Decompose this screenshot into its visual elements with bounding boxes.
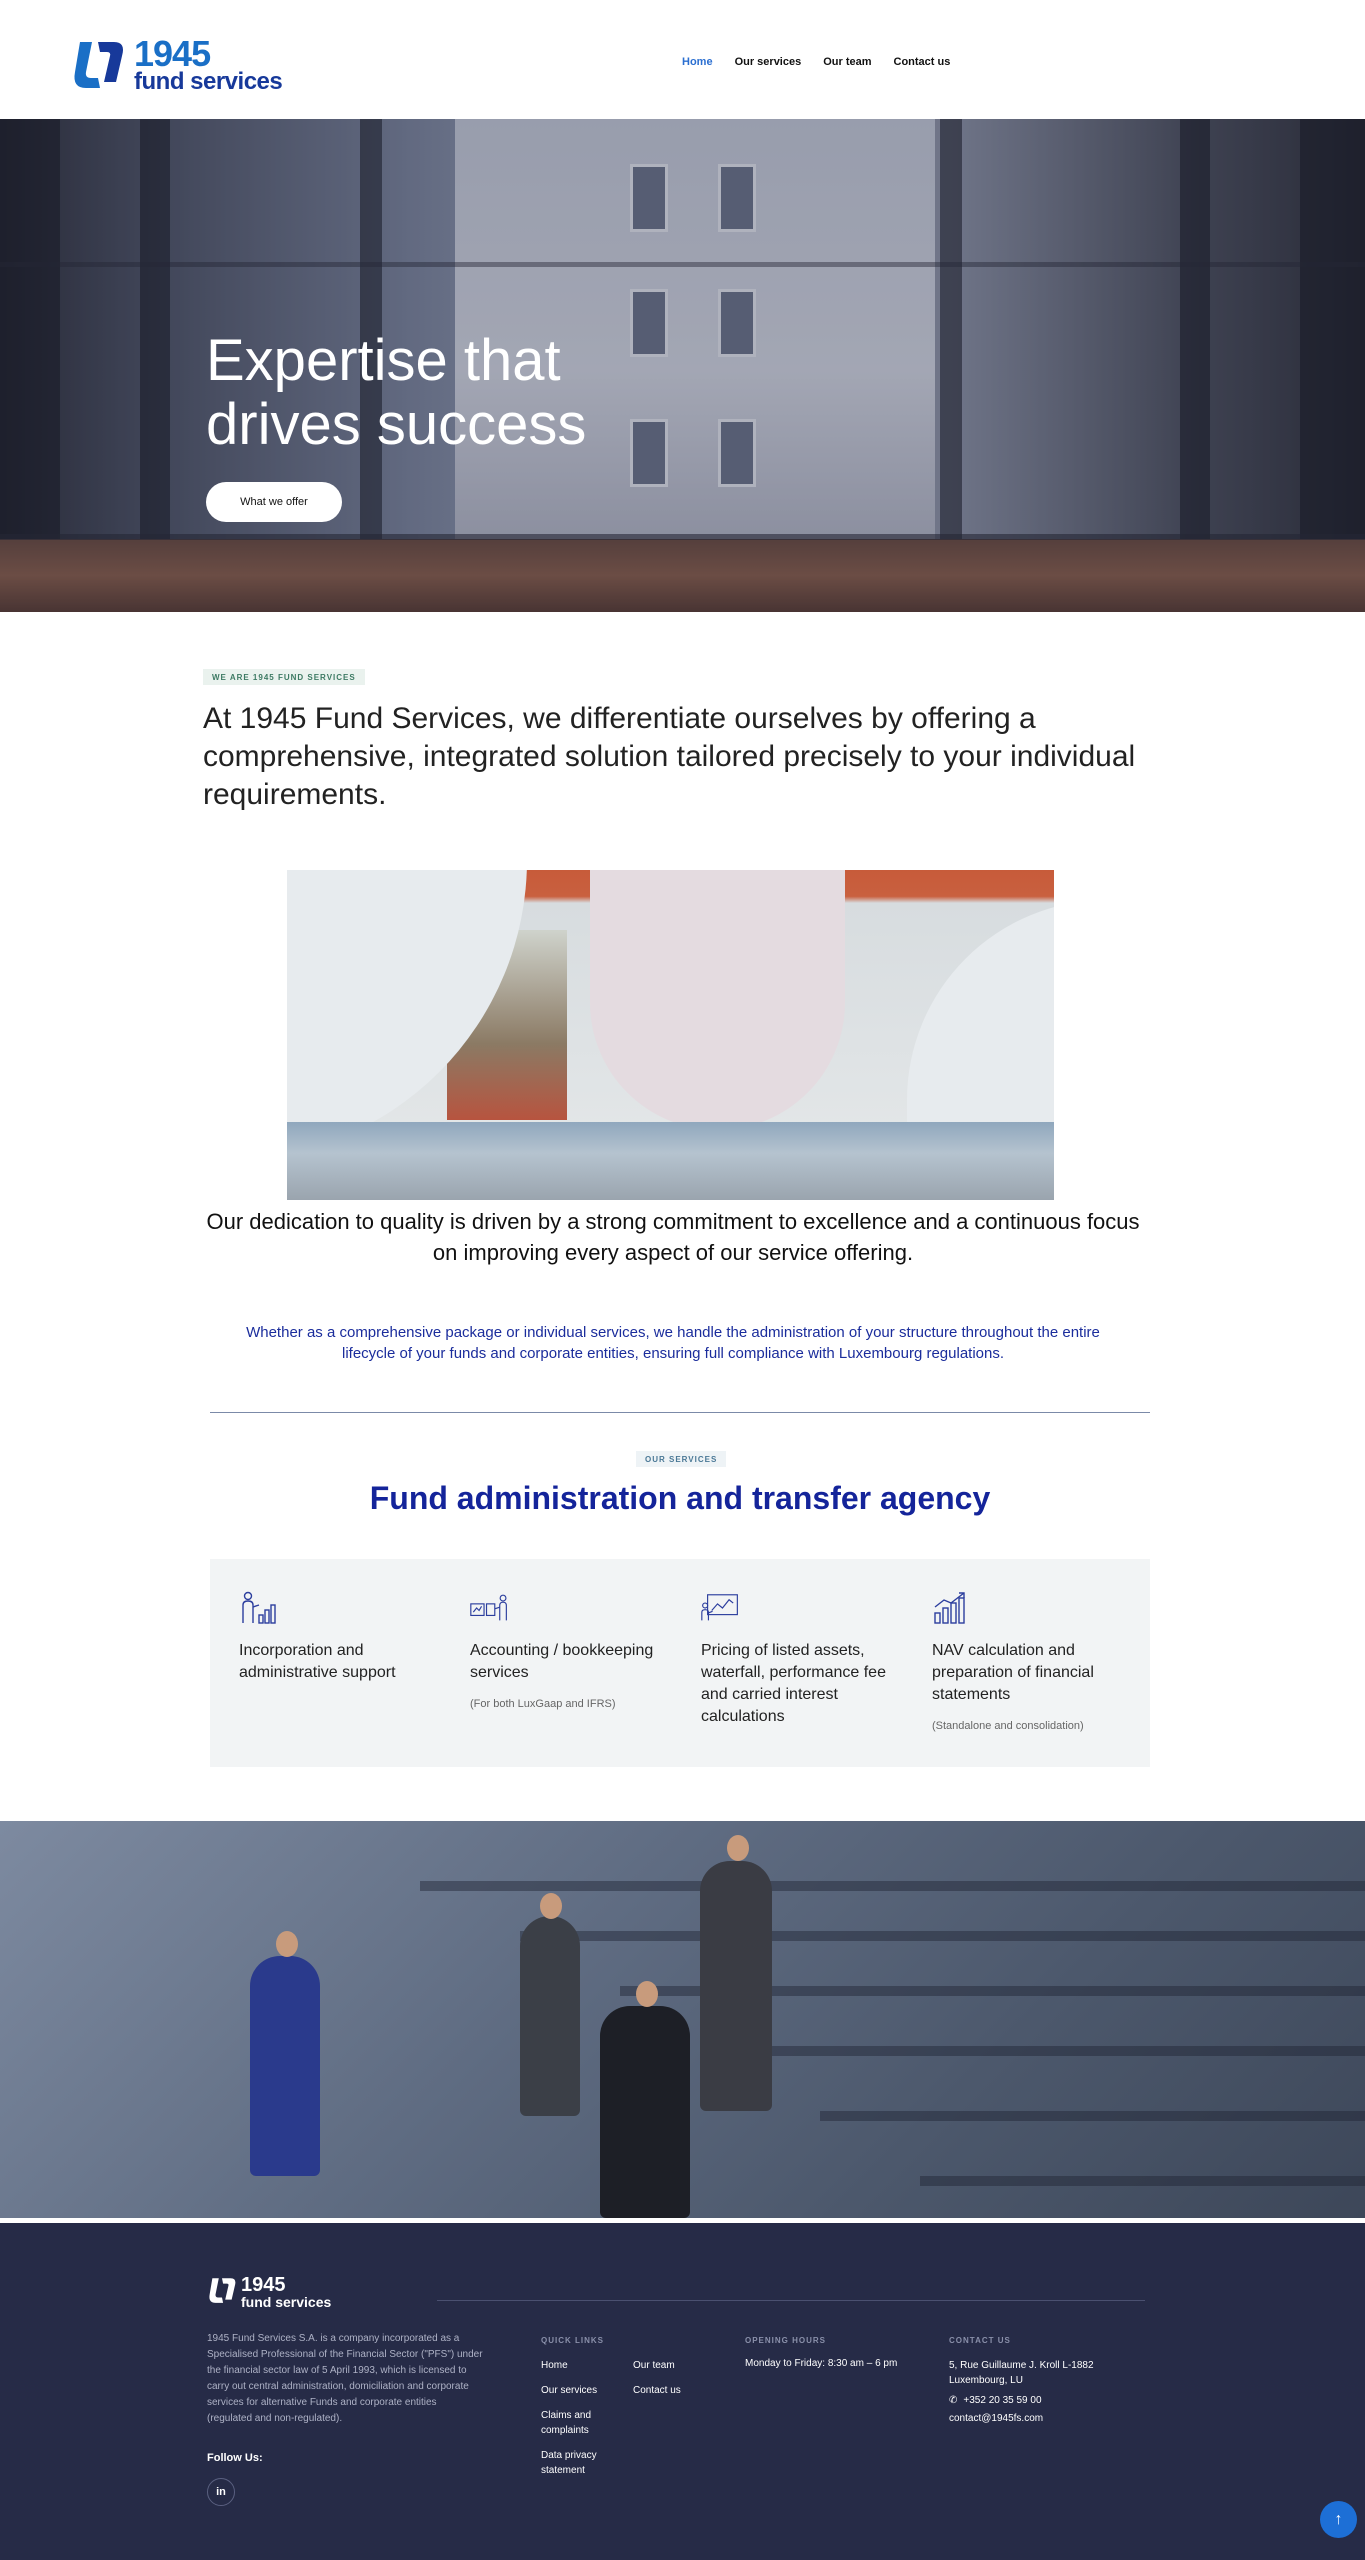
services-title: Fund administration and transfer agency — [369, 1480, 991, 1516]
hero-section — [0, 119, 1365, 612]
intro-tag: WE ARE 1945 FUND SERVICES — [203, 669, 365, 685]
person-head — [276, 1931, 298, 1957]
arrow-up-icon: ↑ — [1334, 2510, 1343, 2528]
person-head — [636, 1981, 658, 2007]
footer-link-our-services[interactable]: Our services — [541, 2385, 598, 2396]
stair-step — [720, 2046, 1365, 2056]
hero-title — [206, 329, 806, 457]
site-logo[interactable] — [70, 33, 283, 95]
footer-divider — [437, 2300, 1145, 2301]
main-nav — [682, 56, 972, 68]
stair-step — [420, 1881, 1365, 1891]
nav-contact-us[interactable]: Contact us — [893, 56, 951, 68]
footer-logo-mark-icon — [207, 2275, 237, 2305]
person-figure — [250, 1956, 320, 2176]
stair-step — [520, 1931, 1365, 1941]
person-figure — [520, 1916, 580, 2116]
monitor-chart-icon — [701, 1591, 739, 1625]
scroll-to-top-button[interactable] — [1320, 2501, 1357, 2538]
stair-step — [820, 2111, 1365, 2121]
service-item — [470, 1591, 660, 1710]
arch-shape — [590, 870, 845, 1130]
logo-subtitle: fund services — [134, 68, 283, 95]
intro-text: At 1945 Fund Services, we differentiate ourselves by offering a comprehensive, integrated solution tailored precisely to your individual requirements. — [203, 702, 1136, 811]
opening-hours-title: OPENING HOURS — [745, 2336, 827, 2345]
contact-title: CONTACT US — [949, 2336, 1011, 2345]
whether-text: Whether as a comprehensive package or individual services, we handle the administration of your structure throughout the entire lifecycle of your funds and corporate entities, ensuring full compliance with Luxembourg regulations. — [246, 1324, 1100, 1362]
accounting-icon — [470, 1591, 508, 1625]
services-tag: OUR SERVICES — [636, 1451, 726, 1467]
person-head — [540, 1893, 562, 1919]
reflecting-pool — [287, 1122, 1054, 1200]
stair-step — [920, 2176, 1365, 2186]
hero-title-line-1: Expertise that — [206, 328, 561, 393]
growth-chart-icon — [932, 1591, 970, 1625]
footer-link-our-team[interactable]: Our team — [633, 2360, 675, 2371]
hero-title-line-2: drives success — [206, 392, 587, 457]
quick-links-title: QUICK LINKS — [541, 2336, 604, 2345]
contact-phone[interactable]: +352 20 35 59 00 — [963, 2395, 1042, 2406]
contact-address: 5, Rue Guillaume J. Kroll L-1882 Luxembourg, LU — [949, 2360, 1094, 2386]
nav-home[interactable]: Home — [682, 56, 713, 68]
service-note: (For both LuxGaap and IFRS) — [470, 1698, 616, 1710]
contact-email[interactable]: contact@1945fs.com — [949, 2413, 1044, 2424]
follow-us-label: Follow Us: — [207, 2452, 263, 2464]
services-box — [210, 1559, 1150, 1767]
logo-mark-icon — [70, 36, 126, 92]
section-divider — [210, 1412, 1150, 1413]
logo-number: 1945 — [134, 33, 211, 74]
phone-icon: ✆ — [949, 2395, 958, 2406]
contact-phone-row — [949, 2393, 1042, 2408]
service-name: Pricing of listed assets, waterfall, performance fee and carried interest calculations — [701, 1642, 886, 1725]
business-people-image — [0, 1821, 1365, 2218]
footer-logo-subtitle: fund services — [241, 2294, 332, 2310]
service-name: NAV calculation and preparation of financial statements — [932, 1642, 1094, 1703]
person-figure — [700, 1861, 772, 2111]
opening-hours: Monday to Friday: 8:30 am – 6 pm — [745, 2358, 898, 2369]
service-item — [239, 1591, 429, 1684]
person-chart-icon — [239, 1591, 277, 1625]
footer-link-data-privacy[interactable]: Data privacy statement — [541, 2450, 597, 2476]
site-footer — [0, 2223, 1365, 2560]
site-header — [0, 0, 1365, 119]
nav-our-team[interactable]: Our team — [823, 56, 872, 68]
service-item — [932, 1591, 1122, 1732]
company-about: 1945 Fund Services S.A. is a company incorporated as a Specialised Professional of the Financial Sector ("PFS") under the financial sector law of 5 April 1993, which is licensed to carry out central administration, domiciliation and corporate services for alternative Funds and corporate entities (regulated and non-regulated). — [207, 2333, 483, 2424]
office-image — [287, 870, 1054, 1200]
person-head — [727, 1835, 749, 1861]
service-note: (Standalone and consolidation) — [932, 1720, 1084, 1732]
nav-our-services[interactable]: Our services — [734, 56, 802, 68]
service-name: Accounting / bookkeeping services — [470, 1642, 654, 1681]
footer-link-claims[interactable]: Claims and complaints — [541, 2410, 592, 2436]
linkedin-icon[interactable]: in — [207, 2478, 235, 2506]
arch-shape — [907, 900, 1054, 1140]
person-figure — [600, 2006, 690, 2218]
service-name: Incorporation and administrative support — [239, 1642, 396, 1681]
service-item — [701, 1591, 891, 1728]
footer-logo-number: 1945 — [241, 2274, 286, 2296]
what-we-offer-button[interactable]: What we offer — [206, 482, 342, 522]
footer-link-home[interactable]: Home — [541, 2360, 568, 2371]
footer-link-contact-us[interactable]: Contact us — [633, 2385, 681, 2396]
dedication-text: Our dedication to quality is driven by a strong commitment to excellence and a continuous focus on improving every aspect of our service offering. — [206, 1209, 1140, 1265]
footer-logo[interactable] — [207, 2275, 331, 2309]
